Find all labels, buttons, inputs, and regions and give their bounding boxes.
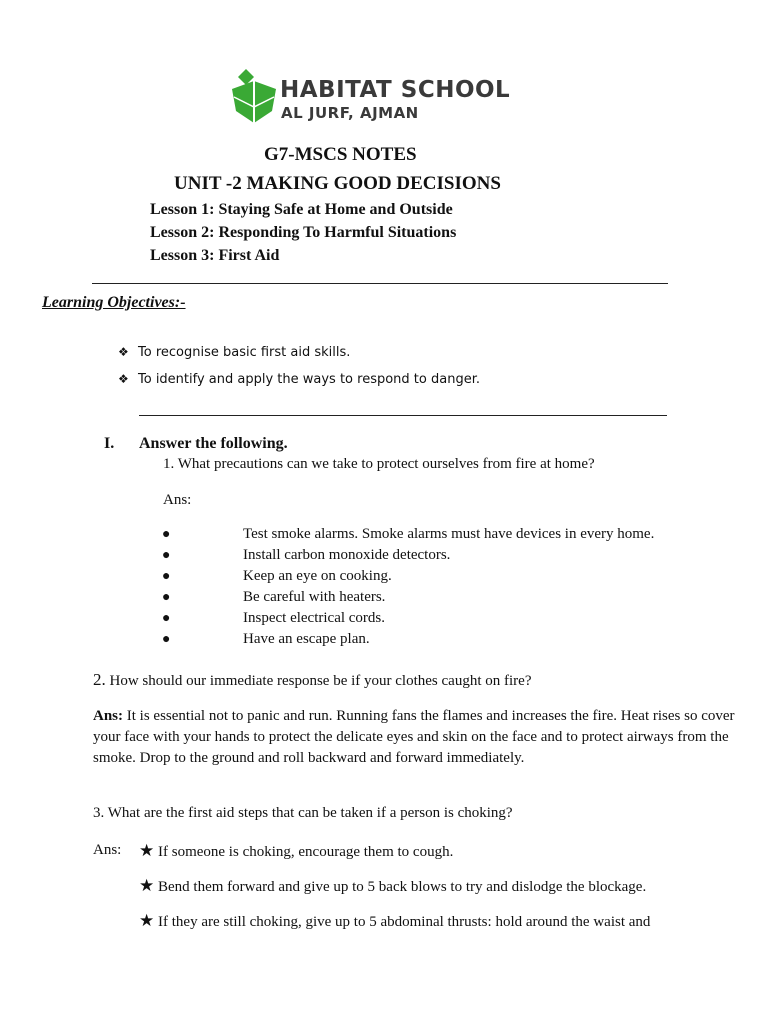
answer-item: Test smoke alarms. Smoke alarms must have devices in every home.: [243, 526, 655, 542]
bullet-icon: ●: [162, 611, 171, 626]
answer-item: ★ If they are still choking, give up to 5 abdominal thrusts: hold around the waist and: [139, 911, 651, 930]
star-icon: ★: [139, 876, 155, 895]
answer-item: Inspect electrical cords.: [243, 610, 386, 626]
bullet-icon: ●: [162, 548, 171, 563]
diamond-bullet-icon: ❖: [118, 345, 129, 359]
bullet-icon: ●: [162, 590, 171, 605]
notes-title: G7-MSCS NOTES: [264, 144, 417, 165]
section-title: Answer the following.: [139, 435, 288, 452]
bullet-icon: ●: [162, 632, 171, 647]
star-icon: ★: [139, 841, 155, 860]
bullet-icon: ●: [162, 527, 171, 542]
lesson-1: Lesson 1: Staying Safe at Home and Outside: [150, 201, 453, 218]
diamond-bullet-icon: ❖: [118, 372, 129, 386]
question-3: 3. What are the first aid steps that can be taken if a person is choking?: [93, 805, 513, 821]
answer-label: Ans:: [93, 842, 122, 858]
answer-item: Keep an eye on cooking.: [243, 568, 392, 584]
answer-item: ★ If someone is choking, encourage them to cough.: [139, 841, 454, 860]
school-name: HABITAT SCHOOL: [280, 77, 511, 103]
bullet-icon: ●: [162, 569, 171, 584]
school-location: AL JURF, AJMAN: [281, 104, 419, 122]
objective-item-1: ❖ To recognise basic first aid skills.: [118, 345, 351, 360]
answer-item: Be careful with heaters.: [243, 589, 386, 605]
lesson-3: Lesson 3: First Aid: [150, 247, 280, 264]
objective-item-2: ❖ To identify and apply the ways to respond to danger.: [118, 372, 480, 387]
divider-line: [139, 415, 667, 416]
question-2: 2. How should our immediate response be if your clothes caught on fire?: [93, 670, 532, 689]
star-icon: ★: [139, 911, 155, 930]
unit-title: UNIT -2 MAKING GOOD DECISIONS: [174, 173, 501, 194]
answer-paragraph: Ans: It is essential not to panic and run. Running fans the flames and increases the fire. Heat rises so cover your face with your hands to protect the delicate eyes and skin on the face and to protect airways from the smoke. Drop to the ground and roll backward and forward immediately.: [93, 708, 735, 766]
question-1: 1. What precautions can we take to protect ourselves from fire at home?: [163, 456, 595, 472]
section-number: I.: [104, 435, 115, 452]
answer-item: ★ Bend them forward and give up to 5 back blows to try and dislodge the blockage.: [139, 876, 647, 895]
leaf-gem-logo-icon: [228, 67, 280, 125]
lesson-2: Lesson 2: Responding To Harmful Situations: [150, 224, 457, 241]
answer-label: Ans:: [163, 492, 192, 508]
answer-item: Have an escape plan.: [243, 631, 370, 647]
divider-line: [92, 283, 668, 284]
answer-item: Install carbon monoxide detectors.: [243, 547, 451, 563]
objectives-heading: Learning Objectives:-: [42, 294, 186, 311]
